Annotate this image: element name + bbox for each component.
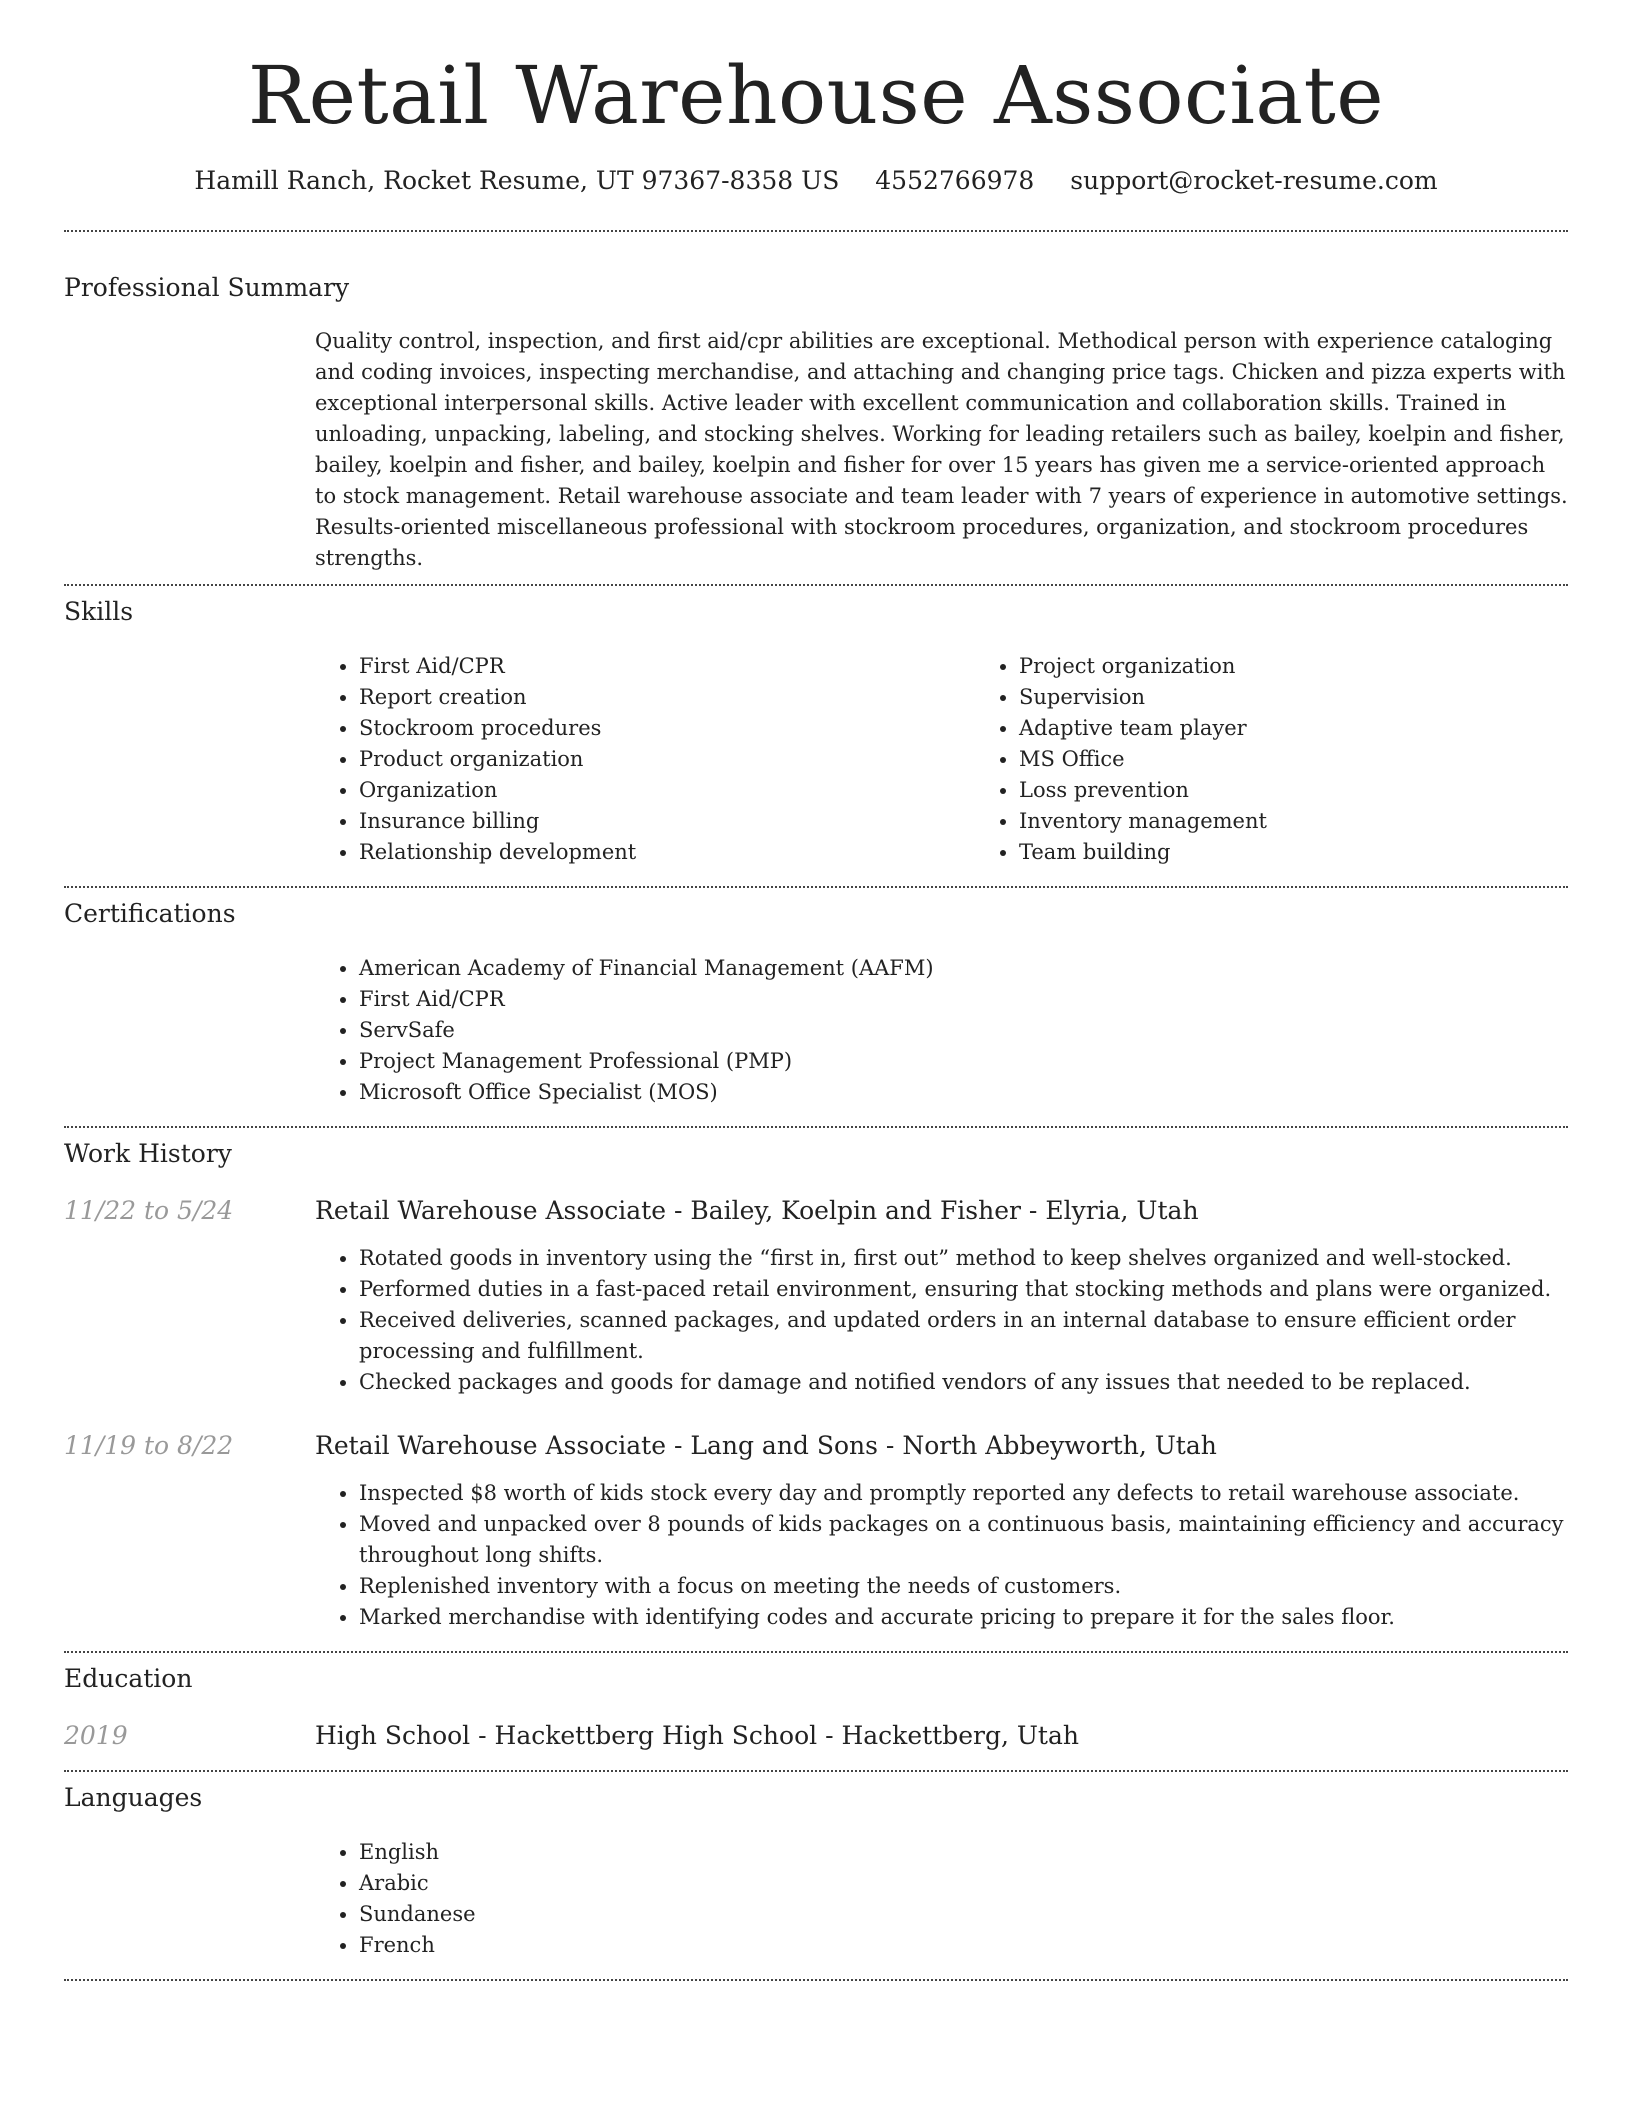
summary-text: Quality control, inspection, and first aid/cpr abilities are exceptional. Methodical person with experience cataloging and coding invoices, inspecting merchandise, and attaching and changing price tags. Chicken and pizza experts with exceptional interpersonal skills. Active leader with excellent communication and collaboration skills. Trained in unloading, unpacking, labeling, and stocking shelves. Working for leading retailers such as bailey, koelpin and fisher, bailey, koelpin and fisher, and bailey, koelpin and fisher for over 15 years has given me a service-oriented approach to stock management. Retail warehouse associate and team leader with 7 years of experience in automotive settings. Results-oriented miscellaneous professional with stockroom procedures, organization, and stockroom procedures strengths.	[315, 329, 1568, 570]
skill-item: • Adaptive team player	[1019, 713, 1632, 744]
skill-item: • Insurance billing	[359, 806, 975, 837]
education-date: 2019	[64, 1721, 128, 1750]
skills-section	[64, 597, 1568, 868]
certifications-section	[64, 899, 1568, 1108]
certification-item: • American Academy of Financial Management (AAFM)	[359, 953, 1568, 984]
skill-item: • MS Office	[1019, 744, 1632, 775]
skills-list-left	[315, 651, 975, 868]
contact-email: support@rocket-resume.com	[1070, 166, 1438, 195]
language-item: • English	[359, 1837, 1568, 1868]
divider	[64, 584, 1568, 586]
contact-address: Hamill Ranch, Rocket Resume, UT 97367-8358 US	[194, 166, 840, 195]
job-dates: 11/19 to 8/22	[64, 1431, 234, 1460]
certifications-heading: Certifications	[64, 899, 236, 928]
summary-section	[64, 273, 1568, 574]
job-duty: • Marked merchandise with identifying codes and accurate pricing to prepare it for the sales floor.	[359, 1602, 1568, 1633]
skill-item: • Product organization	[359, 744, 975, 775]
divider	[64, 1126, 1568, 1128]
education-heading: Education	[64, 1664, 193, 1693]
job-duty: • Checked packages and goods for damage and notified vendors of any issues that needed to be replaced.	[359, 1367, 1568, 1398]
languages-section	[64, 1783, 1568, 1961]
contact-line	[64, 166, 1568, 196]
language-item: • Arabic	[359, 1868, 1568, 1899]
skill-item: • Loss prevention	[1019, 775, 1632, 806]
skill-item: • Supervision	[1019, 682, 1632, 713]
divider	[64, 1770, 1568, 1772]
languages-heading: Languages	[64, 1783, 203, 1812]
work-history-section	[64, 1139, 1568, 1633]
skill-item: • Stockroom procedures	[359, 713, 975, 744]
certification-item: • Microsoft Office Specialist (MOS)	[359, 1077, 1568, 1108]
divider	[64, 230, 1568, 232]
skill-item: • First Aid/CPR	[359, 651, 975, 682]
job-title: Retail Warehouse Associate - Lang and Sons - North Abbeyworth, Utah	[315, 1431, 1217, 1460]
skill-item: • Project organization	[1019, 651, 1632, 682]
job-duty: • Rotated goods in inventory using the “first in, first out” method to keep shelves organized and well-stocked.	[359, 1243, 1568, 1274]
job-dates: 11/22 to 5/24	[64, 1196, 234, 1225]
education-entry: High School - Hackettberg High School - Hackettberg, Utah	[315, 1721, 1079, 1750]
languages-list	[315, 1837, 1568, 1961]
certifications-list	[315, 953, 1568, 1108]
skills-list-right	[975, 651, 1632, 868]
contact-phone: 4552766978	[875, 166, 1035, 195]
divider	[64, 886, 1568, 888]
job-entry	[64, 1195, 1568, 1398]
certification-item: • First Aid/CPR	[359, 984, 1568, 1015]
certification-item: • ServSafe	[359, 1015, 1568, 1046]
job-duty: • Replenished inventory with a focus on meeting the needs of customers.	[359, 1571, 1568, 1602]
job-duty: • Performed duties in a fast-paced retail environment, ensuring that stocking methods and plans were organized.	[359, 1274, 1568, 1305]
summary-heading: Professional Summary	[64, 273, 350, 302]
skills-heading: Skills	[64, 597, 134, 626]
divider	[64, 1979, 1568, 1981]
job-duties	[315, 1243, 1568, 1398]
certification-item: • Project Management Professional (PMP)	[359, 1046, 1568, 1077]
language-item: • French	[359, 1930, 1568, 1961]
candidate-name: Retail Warehouse Associate	[247, 49, 1385, 142]
job-title: Retail Warehouse Associate - Bailey, Koelpin and Fisher - Elyria, Utah	[315, 1196, 1199, 1225]
job-duties	[315, 1478, 1568, 1633]
skill-item: • Organization	[359, 775, 975, 806]
work-history-heading: Work History	[64, 1139, 232, 1168]
skill-item: • Team building	[1019, 837, 1632, 868]
education-section	[64, 1664, 1568, 1752]
job-duty: • Received deliveries, scanned packages, and updated orders in an internal database to ensure efficient order processing and fulfillment.	[359, 1305, 1568, 1367]
job-duty: • Moved and unpacked over 8 pounds of kids packages on a continuous basis, maintaining efficiency and accuracy throughout long shifts.	[359, 1509, 1568, 1571]
skill-item: • Inventory management	[1019, 806, 1632, 837]
divider	[64, 1651, 1568, 1653]
skill-item: • Report creation	[359, 682, 975, 713]
job-duty: • Inspected $8 worth of kids stock every day and promptly reported any defects to retail warehouse associate.	[359, 1478, 1568, 1509]
job-entry	[64, 1430, 1568, 1633]
resume-header	[64, 0, 1568, 196]
skill-item: • Relationship development	[359, 837, 975, 868]
language-item: • Sundanese	[359, 1899, 1568, 1930]
